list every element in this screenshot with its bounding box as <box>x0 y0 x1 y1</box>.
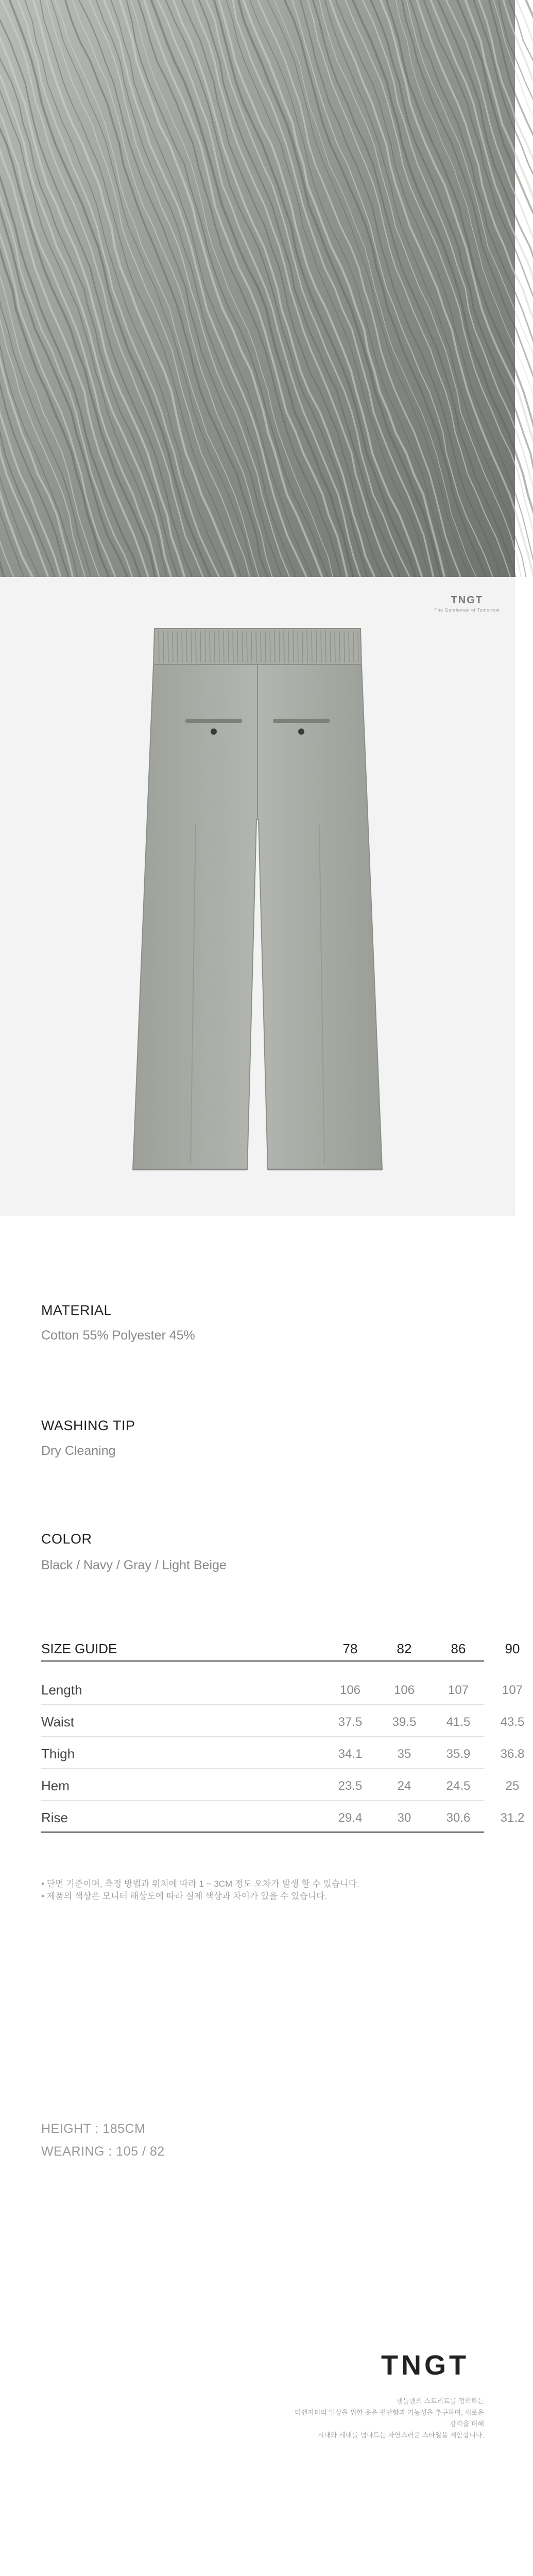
color-value: Black / Navy / Gray / Light Beige <box>41 1558 227 1572</box>
spec-section <box>0 1216 525 1963</box>
size-row-label: Thigh <box>41 1746 75 1761</box>
size-cell: 34.1 <box>338 1747 363 1761</box>
size-cell: 24.5 <box>446 1779 471 1793</box>
waistband-gather <box>191 631 192 663</box>
size-column: 90 <box>505 1641 520 1656</box>
size-guide-title: SIZE GUIDE <box>41 1641 117 1656</box>
size-row-label: Waist <box>41 1714 75 1730</box>
size-cell: 30.6 <box>446 1811 471 1825</box>
size-note: • 단면 기준이며, 측정 방법과 위치에 따라 1 ~ 3CM 정도 오차가 발생 할 수 있습니다. <box>41 1879 359 1889</box>
size-row-thigh <box>41 1737 525 1769</box>
product-image <box>0 577 515 1216</box>
waistband-gather <box>330 631 331 663</box>
washing-value: Dry Cleaning <box>41 1444 116 1458</box>
waistband-gather <box>214 631 215 663</box>
size-row-length <box>41 1673 523 1705</box>
brand-logo: TNGT <box>381 2350 469 2381</box>
waistband-gather <box>200 631 201 663</box>
washing-label: WASHING TIP <box>41 1418 135 1433</box>
waistband-gather <box>274 631 275 663</box>
brand-mark-tagline: The Gentleman of Tomorrow <box>434 607 500 613</box>
waistband-gather <box>177 631 178 663</box>
brand-mark-logo: TNGT <box>451 595 484 606</box>
waistband-gather <box>279 631 280 663</box>
brand-desc-line: 젠틀맨의 스트리트를 정의하는 <box>396 2397 484 2405</box>
waistband-gather <box>353 631 354 663</box>
size-cell: 25 <box>505 1779 520 1793</box>
waistband-gather <box>186 631 187 663</box>
size-column: 82 <box>397 1641 412 1656</box>
trouser-illustration <box>0 577 515 1216</box>
brand-mark <box>435 595 500 613</box>
size-guide-header <box>41 1636 520 1662</box>
waistband-gather <box>223 631 224 663</box>
size-cell: 35 <box>397 1747 411 1761</box>
size-cell: 23.5 <box>338 1779 363 1793</box>
waistband-gather <box>237 631 238 663</box>
waistband-gather <box>288 631 289 663</box>
size-cell: 39.5 <box>392 1715 417 1729</box>
waistband-gather <box>325 631 326 663</box>
waistband-gather <box>163 631 164 663</box>
size-column: 78 <box>342 1641 358 1656</box>
waistband-gather <box>302 631 303 663</box>
size-cell: 31.2 <box>500 1811 525 1825</box>
waistband-gather <box>316 631 317 663</box>
waistband-gather <box>228 631 229 663</box>
fabric-closeup-image <box>0 0 515 577</box>
size-cell: 41.5 <box>446 1715 471 1729</box>
waistband-gather <box>251 631 252 663</box>
size-row-label: Rise <box>41 1810 68 1825</box>
brand-desc-line: 시대와 세대를 넘나드는 자연스러운 스타일을 제안합니다. <box>317 2431 484 2439</box>
size-cell: 35.9 <box>446 1747 471 1761</box>
size-cell: 107 <box>502 1683 523 1697</box>
size-cell: 107 <box>448 1683 469 1697</box>
waistband-gather <box>344 631 345 663</box>
material-label: MATERIAL <box>41 1302 112 1318</box>
size-cell: 30 <box>397 1811 411 1825</box>
size-cell: 43.5 <box>500 1715 525 1729</box>
fabric-texture <box>0 0 515 577</box>
model-height: HEIGHT : 185CM <box>41 2122 146 2136</box>
size-row-rise <box>41 1801 525 1833</box>
color-label: COLOR <box>41 1531 92 1547</box>
size-guide-table <box>41 1636 525 1833</box>
size-row-waist <box>41 1705 525 1737</box>
size-cell: 37.5 <box>338 1715 363 1729</box>
size-cell: 29.4 <box>338 1811 363 1825</box>
waistband-gather <box>242 631 243 663</box>
size-cell: 24 <box>397 1779 411 1793</box>
brand-desc-line: 티엔지티의 일상을 위한 옷은 편안함과 기능성을 추구하며, 새로운 감각을 더해 <box>295 2409 484 2428</box>
size-row-hem <box>41 1769 520 1801</box>
material-value: Cotton 55% Polyester 45% <box>41 1328 195 1343</box>
size-column: 86 <box>451 1641 466 1656</box>
waistband-gather <box>265 631 266 663</box>
waistband-gather <box>293 631 294 663</box>
model-wearing: WEARING : 105 / 82 <box>41 2144 165 2159</box>
size-row-label: Hem <box>41 1778 70 1793</box>
size-cell: 106 <box>339 1683 361 1697</box>
size-cell: 36.8 <box>500 1747 525 1761</box>
size-cell: 106 <box>393 1683 415 1697</box>
size-note: • 제품의 색상은 모니터 해상도에 따라 실제 색상과 차이가 있을 수 있습니다. <box>41 1891 328 1901</box>
size-row-label: Length <box>41 1682 82 1698</box>
waistband-gather <box>339 631 340 663</box>
size-guide-notes <box>41 1878 484 1903</box>
brand-desc <box>288 2396 484 2441</box>
